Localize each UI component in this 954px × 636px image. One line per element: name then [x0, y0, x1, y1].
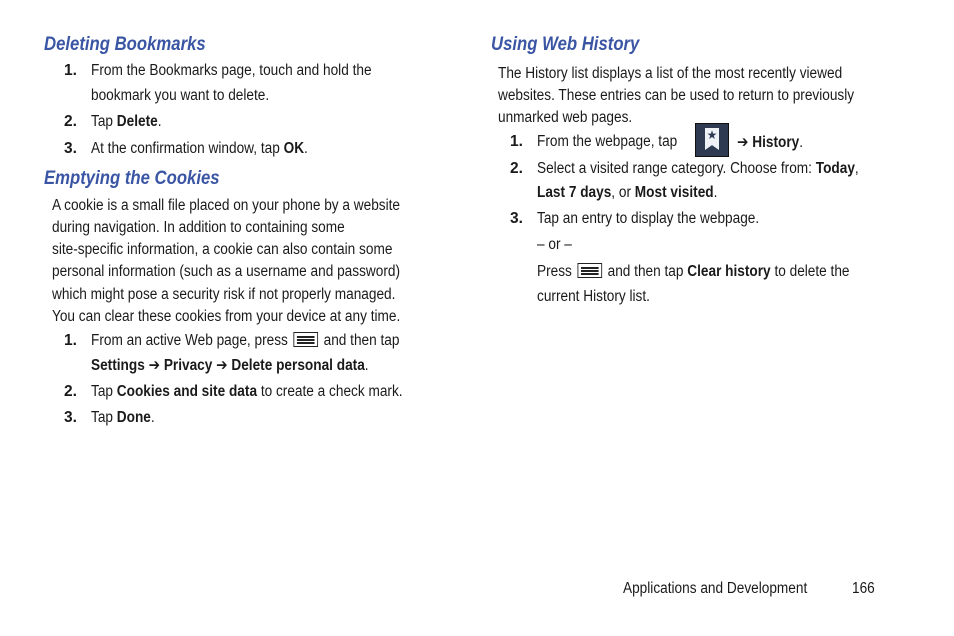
step-text: Settings ➔ Privacy ➔ Delete personal data. [91, 357, 369, 374]
page-number: 166 [852, 580, 875, 597]
paragraph-line: The History list displays a list of the most recently viewed [498, 65, 843, 82]
step-text: Tap an entry to display the webpage. [537, 210, 760, 227]
paragraph-line: personal information (such as a username and password) [52, 263, 401, 280]
bookmark-star-icon: ★ [695, 123, 729, 157]
step-text: From the Bookmarks page, touch and hold the [91, 62, 372, 79]
step-text: Last 7 days, or Most visited. [537, 184, 718, 201]
step-number: 1. [64, 62, 77, 79]
most-visited-option: Most visited [634, 184, 714, 201]
step-number: 3. [64, 409, 77, 426]
step-number: 2. [64, 113, 77, 130]
cookies-option: Cookies and site data [116, 383, 258, 400]
heading-web-history: Using Web History [491, 34, 640, 55]
paragraph-line: site-specific information, a cookie can also contain some [52, 241, 393, 258]
step-number: 1. [64, 332, 77, 349]
step-number: 3. [64, 140, 77, 157]
paragraph-line: You can clear these cookies from your device at any time. [52, 308, 401, 325]
footer-section: Applications and Development [623, 580, 808, 597]
paragraph-line: during navigation. In addition to containing some [52, 219, 345, 236]
done-option: Done [116, 409, 151, 426]
step-text: bookmark you want to delete. [91, 87, 270, 104]
heading-emptying-cookies: Emptying the Cookies [44, 168, 220, 189]
step-number: 2. [510, 160, 523, 177]
step-text: At the confirmation window, tap OK. [91, 140, 308, 157]
menu-icon [293, 332, 318, 347]
step-text: Tap Delete. [91, 113, 162, 130]
heading-deleting-bookmarks: Deleting Bookmarks [44, 34, 206, 55]
clear-history-option: Clear history [687, 263, 771, 280]
step-text: current History list. [537, 288, 650, 305]
step-number: 3. [510, 210, 523, 227]
step-text: Press and then tap Clear history to delete the [537, 263, 850, 280]
today-option: Today [815, 160, 855, 177]
step-text: From the webpage, tap [537, 133, 678, 150]
step-text: Tap Cookies and site data to create a check mark. [91, 383, 403, 400]
paragraph-line: which might pose a security risk if not properly managed. [52, 286, 396, 303]
step-text: ➔ History. [737, 134, 804, 151]
step-number: 2. [64, 383, 77, 400]
delete-option: Delete [116, 113, 158, 130]
menu-icon [577, 263, 602, 278]
paragraph-line: websites. These entries can be used to return to previously [498, 87, 855, 104]
step-number: 1. [510, 133, 523, 150]
step-text: Tap Done. [91, 409, 155, 426]
paragraph-line: A cookie is a small file placed on your phone by a website [52, 197, 401, 214]
history-option: ➔ History [737, 134, 800, 151]
ok-option: OK [283, 140, 305, 157]
paragraph-line: unmarked web pages. [498, 109, 633, 126]
or-separator: – or – [537, 236, 572, 253]
last-7-days-option: Last 7 days [537, 184, 612, 201]
step-text: Select a visited range category. Choose from: Today, [537, 160, 859, 177]
settings-path: Settings ➔ Privacy ➔ Delete personal data [91, 357, 365, 374]
step-text: From an active Web page, press and then tap [91, 332, 400, 349]
